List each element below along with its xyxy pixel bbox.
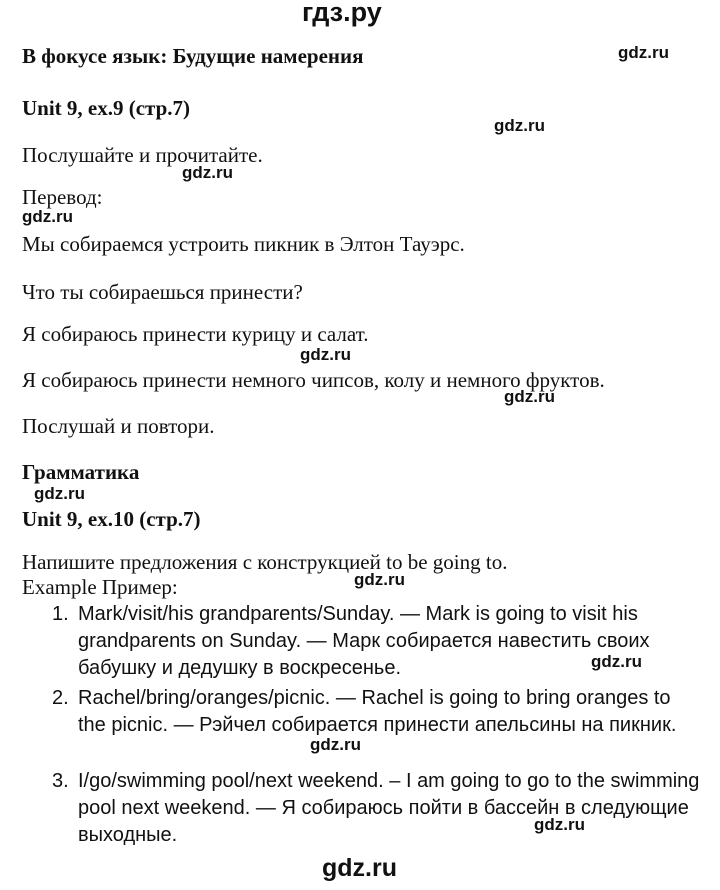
translation-line: Послушай и повтори. [22, 414, 215, 438]
list-item-number: 2. [52, 687, 69, 709]
list-item-number: 1. [52, 603, 69, 625]
example-label: Example Пример: [22, 575, 178, 599]
section-title-future-intentions: В фокусе язык: Будущие намерения [22, 44, 364, 68]
watermark: gdz.ru [494, 116, 545, 135]
section-title-grammar: Грамматика [22, 460, 140, 484]
translation-line: Я собираюсь принести немного чипсов, колу и немного фруктов. [22, 368, 605, 392]
list-item: Mark/visit/his grandparents/Sunday. — Mark is going to visit his grandparents on Sunday. — Марк собирается навестить своих бабушку и дедушку в воскресенье. [78, 603, 650, 679]
watermark: gdz.ru [22, 207, 73, 226]
site-header-watermark: гдз.ру [302, 0, 382, 27]
instruction-text: Напишите предложения с конструкцией to be going to. [22, 550, 508, 574]
watermark: gdz.ru [34, 484, 85, 503]
watermark: gdz.ru [354, 570, 405, 589]
translation-label: Перевод: [22, 185, 103, 209]
list-item: Rachel/bring/oranges/picnic. — Rachel is going to bring oranges to the picnic. — Рэйчел собирается принести апельсины на пикник. [78, 687, 677, 736]
watermark: gdz.ru [310, 735, 361, 754]
list-item-number: 3. [52, 770, 69, 792]
instruction-text: Послушайте и прочитайте. [22, 143, 263, 167]
site-footer-watermark: gdz.ru [322, 854, 397, 882]
watermark: gdz.ru [591, 652, 642, 671]
watermark: gdz.ru [504, 387, 555, 406]
watermark: gdz.ru [534, 815, 585, 834]
translation-line: Я собираюсь принести курицу и салат. [22, 322, 369, 346]
list-item: I/go/swimming pool/next weekend. – I am going to go to the swimming pool next weekend. — Я собираюсь пойти в бассейн в следующие выходные. [78, 770, 700, 846]
watermark: gdz.ru [618, 43, 669, 62]
watermark: gdz.ru [300, 345, 351, 364]
translation-line: Что ты собираешься принести? [22, 280, 303, 304]
watermark: gdz.ru [182, 163, 233, 182]
translation-line: Мы собираемся устроить пикник в Элтон Тауэрс. [22, 232, 465, 256]
unit-heading-ex9: Unit 9, ex.9 (стр.7) [22, 96, 191, 120]
unit-heading-ex10: Unit 9, ex.10 (стр.7) [22, 507, 201, 531]
